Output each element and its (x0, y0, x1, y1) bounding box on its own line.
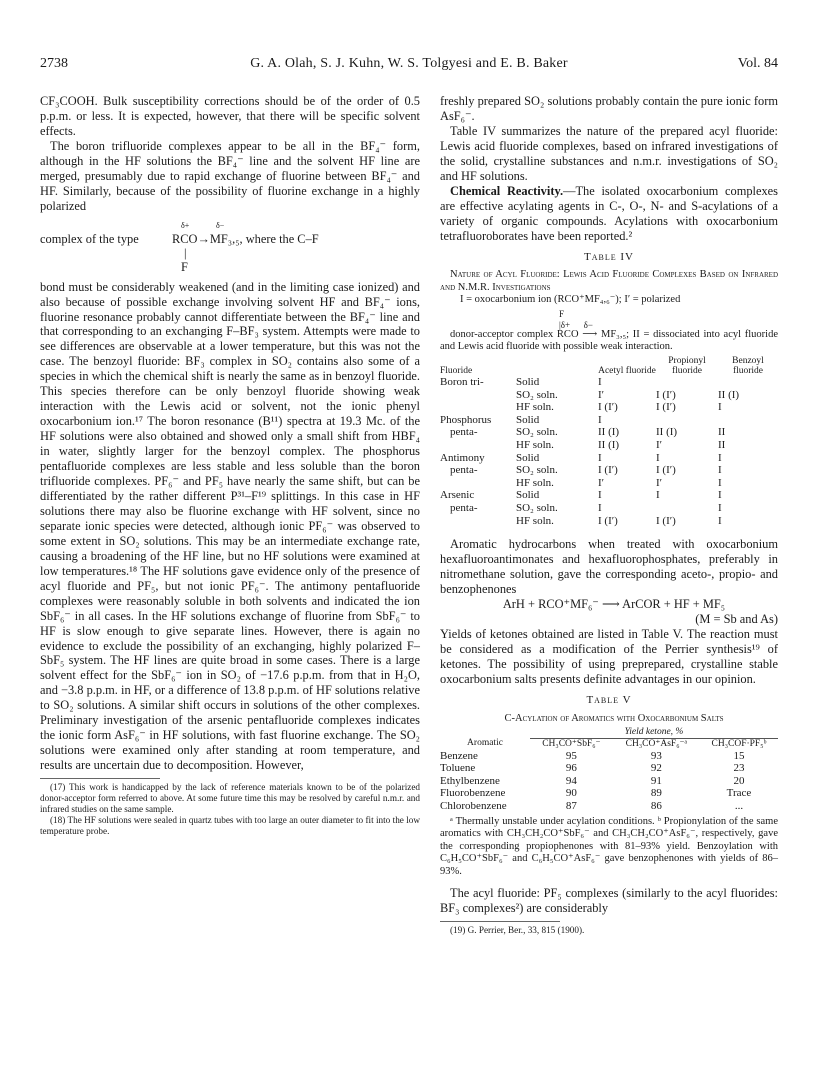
column-header: Aromatic (467, 738, 503, 749)
table-cell: penta- (450, 501, 478, 514)
table-cell: Benzene (440, 749, 478, 762)
table-cell: I (718, 476, 722, 489)
table-cell: Toluene (440, 762, 476, 775)
table-cell: I (598, 501, 602, 514)
paragraph: CF₃COOH. Bulk susceptibility corrections should be of the order of 0.5 p.p.m. or less. It is expected, however, that there will be specific solvent effects. (40, 94, 420, 138)
column-header: CH₃CO⁺AsF₆⁻ᵃ (625, 738, 688, 749)
table-cell: II (I) (656, 426, 678, 439)
table-cell (656, 414, 718, 427)
table-cell: I (598, 451, 602, 464)
table-cell: Ethylbenzene (440, 774, 500, 787)
table-cell: I (I′) (598, 464, 618, 477)
table-iv-caption: Table IV (584, 250, 634, 263)
footnote-18: (18) The HF solutions were sealed in quartz tubes with too large an outer diameter to fit into the low temperature probe. (40, 815, 420, 837)
structure-lead: complex of the type (40, 231, 139, 246)
table-cell: II (I) (598, 426, 620, 439)
table-header-row (440, 356, 778, 376)
table-cell (440, 477, 516, 490)
delta-minus: δ− (216, 220, 225, 230)
table-cell: Solid (516, 413, 540, 426)
table-cell: I′ (598, 476, 605, 489)
table-cell: Fluorobenzene (440, 787, 506, 800)
table-cell: Antimony (440, 451, 485, 464)
table-cell (440, 439, 516, 452)
paragraph (440, 184, 778, 244)
table-row (440, 376, 778, 389)
structure-formula: RCO→MF₃,₅, where the C–F (172, 231, 319, 246)
complex-structure (40, 216, 420, 276)
paragraph: bond must be considerably weakened (and in the limiting case ionized) and also because of possible exchange involving solvent HF and BF₄⁻ ions, fluorine resonance probably cannot differentiate between the BF₄⁻ line and that corresponding to an exchanging F–BF₃ system. Attempts were made to see differences are observable at a lower temperature, but this was not the case. The benzoyl fluoride: BF₃ complex in SO₂ contains also some of a species in which the chemical shift is nearly the same as in benzoyl fluoride. This species therefore can be only benzoyl fluoride showing weak interaction with the Lewis acid or solvent, not the ionic phenyl oxocarbonium ion.¹⁷ The boron resonance (B¹¹) spectra at 19.3 Mc. of the HF solutions were also obtained and showed only a small shift from HBF₄ in water, slightly larger for the benzoyl complex. The phosphorus pentafluoride complexes are less stable and less soluble than the boron trifluoride complexes. PF₆⁻ and PF₅ have nearly the same shift, but can be differentiated by the rather different P³¹–F¹⁹ splittings. In this case in HF solutions there may also be fluorine exchange with HF solvent, since no separate ionic species were detected, although ionic PF₆⁻ was observed to some extent in SO₂ solutions. This may be an intermediate exchange rate, causing a broadening of the HF line, but no HF solutions were examined at low temperatures.¹⁸ The HF solutions gave evidence only of the presence of acyl fluoride and PF₅, but not ionic PF₆⁻. The antimony pentafluoride complexes were reasonably soluble in both solvents and indicated the ion SbF₆⁻ in all cases. In the HF solutions exchange of fluorine from SbF₆⁻ to HF is slow enough to give separate lines. However, there is again no evidence to exclude the possibility of an exchanging, highly polarized F–SbF₅ system. The HF lines are quite broad in some cases. There is a large solvent effect for the SbF₆⁻ ion in SO₂ of −17.6 p.p.m. from that in H₂O, and −3.8 p.p.m. in HF, or a difference of 13.8 p.p.m. of HF solutions relative to SO₂ solutions. A similar shift occurs in solutions of the other complexes. Preliminary investigation of the arsenic pentafluoride complexes indicates the ionic form AsF₆⁻ in HF solutions, with fast fluorine exchange. The SO₂ solutions were examined only after standing at room temperature, and results are uncertain due to decomposition. However, (40, 279, 420, 773)
column-header: Benzoyl fluoride (732, 355, 764, 376)
paragraph: The acyl fluoride: PF₅ complexes (similarly to the acyl fluorides: BF₃ complexes²) are considerably (440, 886, 778, 916)
table-cell: 94 (565, 774, 577, 787)
running-header (40, 56, 778, 76)
table-cell: I (718, 489, 722, 502)
table-cell: 90 (565, 787, 577, 800)
right-column (440, 94, 778, 936)
delta-plus: δ+ (181, 220, 190, 230)
table-iv-definition-cont: donor-acceptor complex RCO ⟶ MF₃,₅; II = dissociated into acyl fluoride and Lewis acid fluoride with possible weak interaction. (440, 328, 778, 353)
table-cell: I (598, 413, 602, 426)
table-cell (440, 401, 516, 414)
table-cell: I (598, 489, 602, 502)
table-cell: SO₂ soln. (516, 464, 558, 477)
table-cell: I (I′) (598, 514, 618, 527)
footnote-rule (440, 921, 560, 922)
table-iv-definition: I = oxocarbonium ion (RCO⁺MF₄,₆⁻); I′ = polarized (460, 294, 681, 306)
table-row (440, 775, 778, 788)
table-row (440, 515, 778, 528)
table-row (440, 502, 778, 515)
table-cell: 20 (733, 774, 745, 787)
table-cell: I′ (598, 388, 605, 401)
table-cell: Solid (516, 489, 540, 502)
page-number: 2738 (40, 56, 68, 71)
table-cell: HF soln. (516, 401, 554, 414)
running-head-authors: G. A. Olah, S. J. Kuhn, W. S. Tolgyesi and E. B. Baker (250, 56, 568, 71)
table-cell: SO₂ soln. (516, 426, 558, 439)
table-cell (440, 515, 516, 528)
table-cell: 95 (565, 749, 577, 762)
column-header: Fluoride (440, 365, 473, 376)
paragraph: The boron trifluoride complexes appear to be all in the BF₄⁻ form, although in the HF solutions the BF₄⁻ line and the solvent HF line are merged, presumably due to rapid exchange of fluorine between BF₄⁻ and HF. Similarly, because of the possibility of fluorine exchange in a highly polarized (40, 138, 420, 213)
table-cell: Chlorobenzene (440, 799, 507, 812)
table-row (440, 464, 778, 477)
table-cell: I (598, 375, 602, 388)
table-v-footnote: ᵃ Thermally unstable under acylation conditions. ᵇ Propionylation of the same aromatics with CH₃CH₂CO⁺SbF₆⁻ and CH₃CH₂CO⁺AsF₆⁻, respectively, gave the corresponding propiophenones with 81–93% yield. Benzoylation with C₆H₅CO⁺SbF₆⁻ and C₆H₅CO⁺AsF₆⁻ gave benzophenones with yields of 86–93%. (440, 815, 778, 877)
column-header: CH₃CO⁺SbF₆⁻ (542, 738, 601, 749)
table-cell: I (I′) (656, 464, 676, 477)
paragraph-text: —The isolated oxocarbonium complexes are effective acylating agents in C-, O-, N- and S-acylations of a variety of organic compounds. Acylations with oxocarbonium tetrafluoroborates have been reported.² (440, 183, 779, 243)
reaction-equation-note: (M = Sb and As) (695, 611, 778, 626)
table-header-row (440, 738, 778, 750)
table-cell: Trace (726, 787, 752, 800)
table-cell: 23 (733, 762, 745, 775)
table-cell: 91 (650, 774, 662, 787)
footnote-19: (19) G. Perrier, Ber., 33, 815 (1900). (450, 924, 585, 935)
column-header-spacer (440, 727, 530, 739)
table-cell: 96 (565, 762, 577, 775)
table-row (440, 750, 778, 763)
paragraph: Aromatic hydrocarbons when treated with oxocarbonium hexafluoroantimonates and hexafluorophosphates, preferably in nitromethane solution, gave the corresponding aceto-, propio- and benzophenones (440, 537, 778, 596)
table-cell: Boron tri- (440, 375, 484, 388)
section-heading: Chemical Reactivity. (450, 183, 564, 198)
table-cell: Arsenic (440, 489, 475, 502)
table-cell: Phosphorus (440, 413, 492, 426)
table-cell: 87 (565, 799, 577, 812)
table-header-row (440, 727, 778, 739)
table-cell: I (656, 489, 660, 502)
table-cell: II (718, 426, 726, 439)
table-cell: Solid (516, 451, 540, 464)
table-row (440, 800, 778, 813)
structure-fluorine: F (181, 259, 188, 274)
table-cell: II (I) (598, 438, 620, 451)
table-cell: I (I′) (598, 401, 618, 414)
structure-bond: | (184, 245, 187, 260)
table-cell: HF soln. (516, 476, 554, 489)
table-cell: II (I) (718, 388, 740, 401)
column-header: Acetyl fluoride (598, 365, 656, 376)
table-cell: 93 (650, 749, 662, 762)
table-cell: I (I′) (656, 388, 676, 401)
paragraph: Yields of ketones obtained are listed in Table V. The reaction must be considered as a modification of the Perrier synthesis¹⁹ of ketones. The possibility of using preprepared, crystalline stable oxocarbonium salts presents definite advantages in our opinion. (440, 626, 778, 686)
table-cell: I (656, 451, 660, 464)
table-cell (656, 502, 718, 515)
table-iv-structure-f: F (559, 308, 565, 319)
table-row (440, 426, 778, 439)
table-cell (718, 414, 778, 427)
table-iv (440, 356, 778, 527)
footnote-rule (40, 778, 160, 779)
table-cell: 89 (650, 787, 662, 800)
table-v (440, 727, 778, 813)
table-cell: I (718, 501, 722, 514)
table-iv-structure (440, 307, 778, 329)
table-v-caption: Table V (586, 693, 632, 706)
table-row (440, 401, 778, 414)
table-iv-title: Nature of Acyl Fluoride: Lewis Acid Fluoride Complexes Based on Infrared and N.M.R. Investigations (440, 269, 778, 294)
table-cell: HF soln. (516, 514, 554, 527)
reaction-equation: ArH + RCO⁺MF₆⁻ ⟶ ArCOR + HF + MF₅ (502, 596, 726, 611)
paragraph: freshly prepared SO₂ solutions probably contain the pure ionic form AsF₆⁻. (440, 94, 778, 123)
column-header (516, 356, 598, 376)
footnote-17: (17) This work is handicapped by the lack of reference materials known to be of the polarized donor-acceptor form referred to above. At some future time this may be resolved by careful n.m.r. and infrared studies on the same sample. (40, 782, 420, 815)
table-cell: I′ (656, 438, 663, 451)
table-cell: I′ (656, 476, 663, 489)
table-cell: SO₂ soln. (516, 501, 558, 514)
table-cell: I (718, 514, 722, 527)
table-cell: I (718, 401, 722, 414)
table-cell (718, 376, 778, 389)
yield-header: Yield ketone, % (530, 727, 778, 739)
table-cell: 86 (650, 799, 662, 812)
table-cell: 92 (650, 762, 662, 775)
table-row (440, 477, 778, 490)
table-row (440, 452, 778, 465)
table-cell: I (I′) (656, 514, 676, 527)
table-cell: II (718, 438, 726, 451)
table-cell: I (718, 451, 722, 464)
table-row (440, 489, 778, 502)
table-iv-structure-delta: |δ+ δ− (559, 319, 593, 330)
paragraph: Table IV summarizes the nature of the prepared acyl fluoride: Lewis acid fluoride complexes, based on infrared investigations of the solid, crystalline substances and n.m.r. investigations of SO₂ and HF solutions. (440, 123, 778, 183)
column-header: Propionyl fluoride (668, 355, 706, 376)
volume-label: Vol. 84 (737, 56, 778, 71)
table-cell: SO₂ soln. (516, 388, 558, 401)
table-row (440, 439, 778, 452)
table-cell: penta- (450, 426, 478, 439)
table-cell: penta- (450, 464, 478, 477)
column-header: CH₃COF·PF₅ᵇ (711, 738, 767, 749)
table-row (440, 787, 778, 800)
table-cell: I (I′) (656, 401, 676, 414)
table-row (440, 389, 778, 402)
table-cell: Solid (516, 375, 540, 388)
table-cell: ... (734, 799, 744, 812)
table-cell: HF soln. (516, 438, 554, 451)
table-cell (656, 376, 718, 389)
table-v-title: C-Acylation of Aromatics with Oxocarbonium Salts (504, 712, 724, 724)
table-cell: I (718, 464, 722, 477)
left-column (40, 94, 420, 837)
table-cell (440, 389, 516, 402)
table-row (440, 762, 778, 775)
table-row (440, 414, 778, 427)
table-cell: 15 (733, 749, 745, 762)
